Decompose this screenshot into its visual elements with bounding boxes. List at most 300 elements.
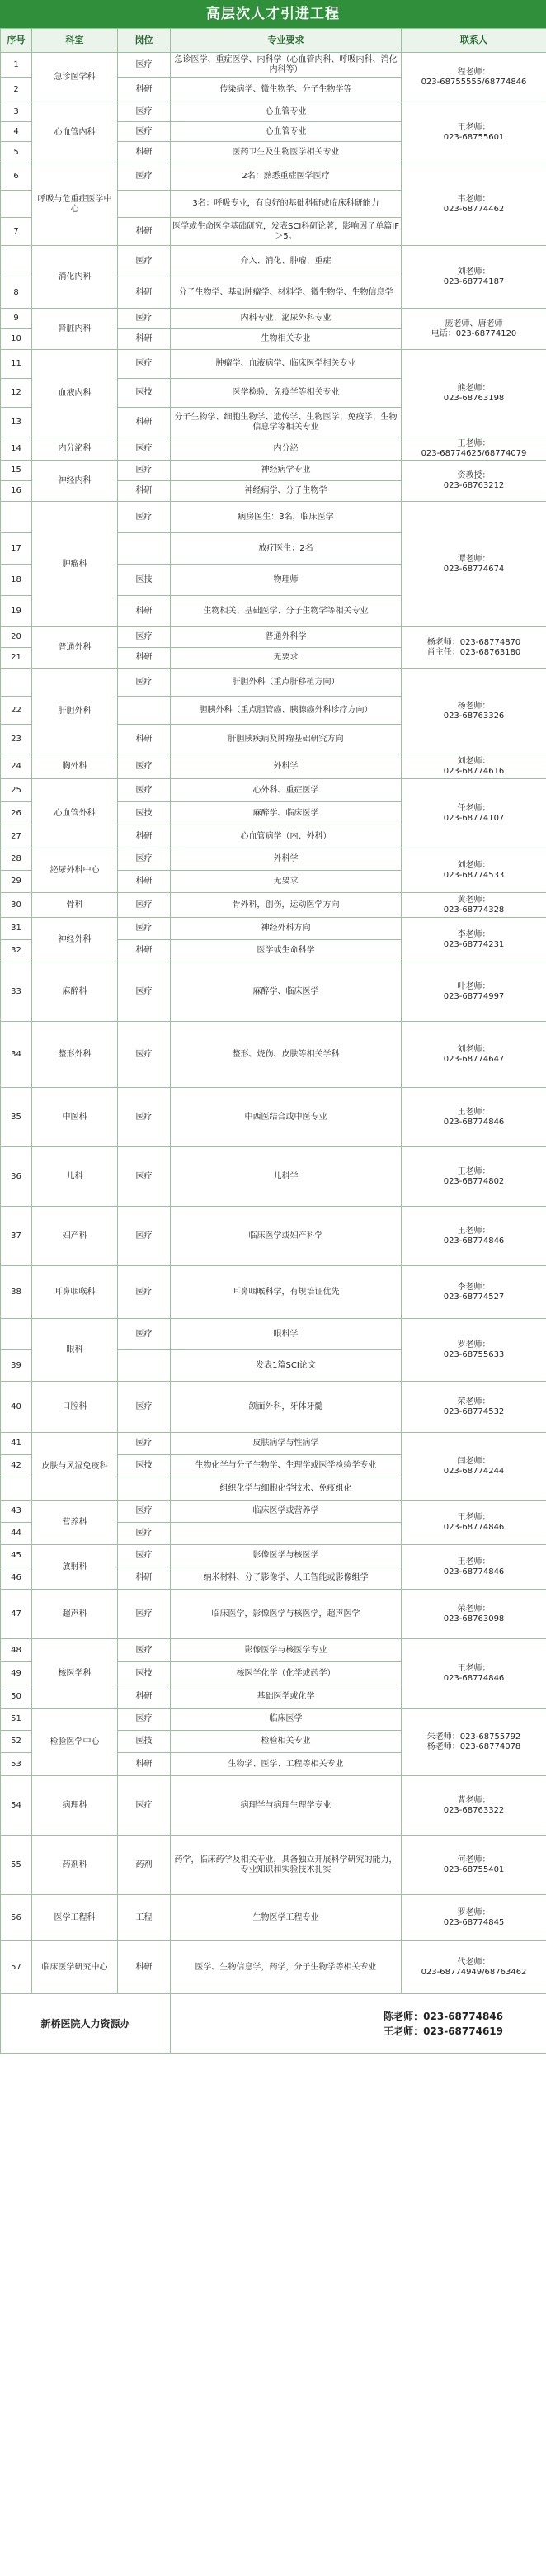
table-row	[1, 1319, 546, 1350]
row-number: 54	[1, 1776, 32, 1836]
contact-cell: 王老师： 023-68774846	[402, 1207, 546, 1266]
requirement-cell: 生物学、医学、工程等相关专业	[171, 1753, 402, 1776]
requirement-cell: 外科学	[171, 848, 402, 871]
position-cell: 医疗	[118, 1776, 171, 1836]
row-number	[1, 502, 32, 533]
row-number: 53	[1, 1753, 32, 1776]
department-cell: 血液内科	[32, 350, 118, 437]
position-cell: 医疗	[118, 779, 171, 802]
position-cell: 科研	[118, 78, 171, 102]
requirement-cell: 药学，临床药学及相关专业，具备独立开展科学研究的能力，专业知识和实验技术扎实	[171, 1836, 402, 1895]
position-cell: 科研	[118, 825, 171, 848]
requirement-cell: 生物相关、基础医学、分子生物学等相关专业	[171, 596, 402, 627]
requirement-cell: 急诊医学、重症医学、内科学（心血管内科、呼吸内科、消化内科等）	[171, 53, 402, 78]
table-row	[1, 1709, 546, 1731]
table-row	[1, 1895, 546, 1941]
requirement-cell	[171, 1523, 402, 1545]
department-cell: 呼吸与危重症医学中心	[32, 163, 118, 246]
row-number: 40	[1, 1382, 32, 1433]
requirement-cell: 内科专业、泌尿外科专业	[171, 309, 402, 329]
requirement-cell: 临床医学，影像医学与核医学，超声医学	[171, 1590, 402, 1639]
row-number: 13	[1, 408, 32, 437]
position-cell: 医疗	[118, 1266, 171, 1319]
row-number: 28	[1, 848, 32, 871]
header-position: 岗位	[118, 29, 171, 53]
position-cell: 医技	[118, 379, 171, 408]
department-cell: 内分泌科	[32, 437, 118, 461]
row-number: 24	[1, 754, 32, 779]
header-dept: 科室	[32, 29, 118, 53]
department-cell: 病理科	[32, 1776, 118, 1836]
position-cell: 医疗	[118, 1639, 171, 1662]
department-cell: 口腔科	[32, 1382, 118, 1433]
position-cell: 科研	[118, 277, 171, 309]
table-row	[1, 1776, 546, 1836]
row-number: 9	[1, 309, 32, 329]
department-cell: 核医学科	[32, 1639, 118, 1709]
row-number: 51	[1, 1709, 32, 1731]
header-no: 序号	[1, 29, 32, 53]
requirement-cell: 病理学与病理生理学专业	[171, 1776, 402, 1836]
department-cell: 神经外科	[32, 918, 118, 962]
position-cell	[118, 1350, 171, 1382]
department-cell: 神经内科	[32, 461, 118, 502]
row-number: 21	[1, 648, 32, 669]
row-number: 22	[1, 697, 32, 725]
row-number: 17	[1, 533, 32, 565]
table-row	[1, 246, 546, 277]
department-cell: 心血管内科	[32, 102, 118, 163]
row-number: 35	[1, 1088, 32, 1147]
requirement-cell: 影像医学与核医学	[171, 1545, 402, 1567]
requirement-cell: 检验相关专业	[171, 1731, 402, 1753]
department-cell: 超声科	[32, 1590, 118, 1639]
footer-org: 新桥医院人力资源办	[1, 1994, 171, 2054]
requirement-cell: 发表1篇SCI论文	[171, 1350, 402, 1382]
table-row	[1, 848, 546, 871]
position-cell: 医技	[118, 1662, 171, 1685]
table-row	[1, 350, 546, 379]
position-cell: 医疗	[118, 1382, 171, 1433]
position-cell: 医疗	[118, 163, 171, 191]
table-row	[1, 1088, 546, 1147]
talent-table	[0, 28, 546, 2054]
department-cell: 妇产科	[32, 1207, 118, 1266]
department-cell: 检验医学中心	[32, 1709, 118, 1776]
requirement-cell: 肝胆外科（重点肝移植方向）	[171, 669, 402, 697]
department-cell: 急诊医学科	[32, 53, 118, 102]
row-number: 42	[1, 1455, 32, 1477]
row-number	[1, 1477, 32, 1501]
position-cell: 科研	[118, 329, 171, 350]
row-number: 50	[1, 1685, 32, 1709]
footer-contacts	[171, 1994, 546, 2054]
row-number: 37	[1, 1207, 32, 1266]
table-row	[1, 962, 546, 1022]
contact-cell: 程老师： 023-68755555/68774846	[402, 53, 546, 102]
requirement-cell: 心血管病学（内、外科）	[171, 825, 402, 848]
department-cell: 营养科	[32, 1501, 118, 1545]
footer-contact-1: 陈老师：023-68774846	[384, 2010, 503, 2022]
contact-cell: 罗老师： 023-68755633	[402, 1319, 546, 1382]
contact-cell: 谭老师： 023-68774674	[402, 502, 546, 627]
row-number: 29	[1, 871, 32, 893]
requirement-cell: 肿瘤学、血液病学、临床医学相关专业	[171, 350, 402, 379]
requirement-cell: 中西医结合或中医专业	[171, 1088, 402, 1147]
contact-cell: 王老师： 023-68774625/68774079	[402, 437, 546, 461]
requirement-cell: 神经病学、分子生物学	[171, 481, 402, 502]
row-number: 19	[1, 596, 32, 627]
contact-cell: 代老师： 023-68774949/68763462	[402, 1941, 546, 1994]
position-cell: 医疗	[118, 627, 171, 648]
row-number: 32	[1, 940, 32, 962]
table-row	[1, 437, 546, 461]
row-number: 46	[1, 1567, 32, 1590]
table-row	[1, 918, 546, 940]
row-number: 43	[1, 1501, 32, 1523]
contact-cell: 朱老师：023-68755792 杨老师：023-68774078	[402, 1709, 546, 1776]
contact-cell: 闫老师： 023-68774244	[402, 1433, 546, 1501]
row-number: 25	[1, 779, 32, 802]
contact-cell: 杨老师：023-68774870 肖主任：023-68763180	[402, 627, 546, 669]
contact-cell: 罗老师： 023-68774845	[402, 1895, 546, 1941]
row-number	[1, 669, 32, 697]
contact-cell: 王老师： 023-68774846	[402, 1639, 546, 1709]
table-row	[1, 1433, 546, 1455]
requirement-cell: 临床医学或营养学	[171, 1501, 402, 1523]
position-cell: 医疗	[118, 754, 171, 779]
position-cell: 科研	[118, 1753, 171, 1776]
requirement-cell: 放疗医生：2名	[171, 533, 402, 565]
position-cell: 医疗	[118, 962, 171, 1022]
contact-cell: 刘老师： 023-68774187	[402, 246, 546, 309]
department-cell: 放射科	[32, 1545, 118, 1590]
requirement-cell: 医学、生物信息学，药学，分子生物学等相关专业	[171, 1941, 402, 1994]
position-cell: 医疗	[118, 502, 171, 533]
requirement-cell: 3名：呼吸专业，有良好的基础科研或临床科研能力	[171, 191, 402, 218]
position-cell: 科研	[118, 648, 171, 669]
table-row	[1, 163, 546, 191]
page-title: 高层次人才引进工程	[0, 0, 546, 28]
requirement-cell: 无要求	[171, 871, 402, 893]
row-number: 39	[1, 1350, 32, 1382]
position-cell: 科研	[118, 1567, 171, 1590]
contact-cell: 曹老师： 023-68763322	[402, 1776, 546, 1836]
table-row	[1, 1836, 546, 1895]
requirement-cell: 无要求	[171, 648, 402, 669]
table-row	[1, 893, 546, 918]
position-cell: 医疗	[118, 848, 171, 871]
position-cell: 科研	[118, 481, 171, 502]
contact-cell: 王老师： 023-68755601	[402, 102, 546, 163]
contact-cell: 王老师： 023-68774802	[402, 1147, 546, 1207]
row-number: 6	[1, 163, 32, 191]
requirement-cell: 基础医学或化学	[171, 1685, 402, 1709]
row-number: 20	[1, 627, 32, 648]
position-cell: 医疗	[118, 1022, 171, 1088]
position-cell: 科研	[118, 218, 171, 246]
row-number: 55	[1, 1836, 32, 1895]
table-row	[1, 309, 546, 329]
table-row	[1, 1501, 546, 1523]
position-cell: 科研	[118, 408, 171, 437]
table-row	[1, 669, 546, 697]
requirement-cell: 临床医学	[171, 1709, 402, 1731]
table-row	[1, 1147, 546, 1207]
requirement-cell: 外科学	[171, 754, 402, 779]
row-number: 5	[1, 142, 32, 163]
table-row	[1, 754, 546, 779]
requirement-cell: 儿科学	[171, 1147, 402, 1207]
contact-cell: 任老师： 023-68774107	[402, 779, 546, 848]
row-number: 15	[1, 461, 32, 481]
header-row	[1, 29, 546, 53]
position-cell: 医疗	[118, 1523, 171, 1545]
requirement-cell: 生物相关专业	[171, 329, 402, 350]
contact-cell: 王老师： 023-68774846	[402, 1545, 546, 1590]
requirement-cell: 2名：熟悉重症医学医疗	[171, 163, 402, 191]
department-cell: 儿科	[32, 1147, 118, 1207]
department-cell: 泌尿外科中心	[32, 848, 118, 893]
contact-cell: 叶老师： 023-68774997	[402, 962, 546, 1022]
position-cell: 医疗	[118, 1709, 171, 1731]
position-cell: 医疗	[118, 1501, 171, 1523]
position-cell	[118, 697, 171, 725]
requirement-cell: 麻醉学、临床医学	[171, 802, 402, 825]
contact-cell: 杨老师： 023-68763326	[402, 669, 546, 754]
contact-cell: 黄老师： 023-68774328	[402, 893, 546, 918]
requirement-cell: 普通外科学	[171, 627, 402, 648]
department-cell: 皮肤与风湿免疫科	[32, 1433, 118, 1501]
department-cell: 心血管外科	[32, 779, 118, 848]
requirement-cell: 心血管专业	[171, 102, 402, 122]
requirement-cell: 组织化学与细胞化学技术、免疫组化	[171, 1477, 402, 1501]
row-number: 10	[1, 329, 32, 350]
position-cell: 医疗	[118, 1207, 171, 1266]
table-row	[1, 1941, 546, 1994]
requirement-cell: 核医学化学（化学或药学）	[171, 1662, 402, 1685]
department-cell: 骨科	[32, 893, 118, 918]
requirement-cell: 医药卫生及生物医学相关专业	[171, 142, 402, 163]
row-number: 57	[1, 1941, 32, 1994]
contact-cell: 刘老师： 023-68774533	[402, 848, 546, 893]
department-cell: 药剂科	[32, 1836, 118, 1895]
position-cell: 医疗	[118, 437, 171, 461]
position-cell: 医技	[118, 802, 171, 825]
department-cell: 胸外科	[32, 754, 118, 779]
department-cell: 麻醉科	[32, 962, 118, 1022]
row-number: 45	[1, 1545, 32, 1567]
row-number: 38	[1, 1266, 32, 1319]
position-cell	[118, 533, 171, 565]
contact-cell: 韦老师： 023-68774462	[402, 163, 546, 246]
position-cell: 工程	[118, 1895, 171, 1941]
table-row	[1, 1639, 546, 1662]
position-cell: 医疗	[118, 102, 171, 122]
row-number	[1, 246, 32, 277]
row-number: 23	[1, 725, 32, 754]
position-cell: 医疗	[118, 309, 171, 329]
position-cell: 医疗	[118, 350, 171, 379]
requirement-cell: 耳鼻咽喉科学，有规培证优先	[171, 1266, 402, 1319]
department-cell: 普通外科	[32, 627, 118, 669]
header-contact: 联系人	[402, 29, 546, 53]
row-number: 33	[1, 962, 32, 1022]
requirement-cell: 纳米材料、分子影像学、人工智能或影像组学	[171, 1567, 402, 1590]
requirement-cell: 介入、消化、肿瘤、重症	[171, 246, 402, 277]
department-cell: 眼科	[32, 1319, 118, 1382]
requirement-cell: 神经病学专业	[171, 461, 402, 481]
table-row	[1, 1382, 546, 1433]
position-cell	[118, 191, 171, 218]
table-row	[1, 53, 546, 78]
department-cell: 肾脏内科	[32, 309, 118, 350]
row-number: 2	[1, 78, 32, 102]
requirement-cell: 眼科学	[171, 1319, 402, 1350]
row-number: 3	[1, 102, 32, 122]
requirement-cell: 骨外科，创伤，运动医学方向	[171, 893, 402, 918]
position-cell: 医疗	[118, 1319, 171, 1350]
requirement-cell: 分子生物学、基础肿瘤学、材料学、微生物学、生物信息学	[171, 277, 402, 309]
requirement-cell: 颌面外科，牙体牙髓	[171, 1382, 402, 1433]
position-cell: 科研	[118, 596, 171, 627]
row-number: 36	[1, 1147, 32, 1207]
requirement-cell: 皮肤病学与性病学	[171, 1433, 402, 1455]
requirement-cell: 医学或生命科学	[171, 940, 402, 962]
row-number: 44	[1, 1523, 32, 1545]
table-row	[1, 1266, 546, 1319]
requirement-cell: 神经外科方向	[171, 918, 402, 940]
footer-row	[1, 1994, 546, 2054]
row-number: 30	[1, 893, 32, 918]
position-cell: 科研	[118, 940, 171, 962]
table-row	[1, 502, 546, 533]
position-cell: 科研	[118, 871, 171, 893]
position-cell: 医疗	[118, 1590, 171, 1639]
contact-cell: 荣老师： 023-68774532	[402, 1382, 546, 1433]
requirement-cell: 物理师	[171, 565, 402, 596]
table-row	[1, 627, 546, 648]
position-cell	[118, 1477, 171, 1501]
department-cell: 肝胆外科	[32, 669, 118, 754]
footer-contact-2: 王老师：023-68774619	[384, 2025, 503, 2037]
requirement-cell: 胆胰外科（重点胆管癌、胰腺癌外科诊疗方向）	[171, 697, 402, 725]
contact-cell: 李老师： 023-68774231	[402, 918, 546, 962]
row-number: 56	[1, 1895, 32, 1941]
row-number: 11	[1, 350, 32, 379]
table-body	[1, 53, 546, 1994]
department-cell: 医学工程科	[32, 1895, 118, 1941]
position-cell: 医疗	[118, 246, 171, 277]
department-cell: 肿瘤科	[32, 502, 118, 627]
row-number: 16	[1, 481, 32, 502]
requirement-cell: 医学或生命医学基础研究，发表SCI科研论著，影响因子单篇IF＞5。	[171, 218, 402, 246]
row-number	[1, 191, 32, 218]
contact-cell: 资教授： 023-68763212	[402, 461, 546, 502]
department-cell: 消化内科	[32, 246, 118, 309]
requirement-cell: 内分泌	[171, 437, 402, 461]
requirement-cell: 整形、烧伤、皮肤等相关学科	[171, 1022, 402, 1088]
row-number: 31	[1, 918, 32, 940]
row-number: 12	[1, 379, 32, 408]
position-cell: 科研	[118, 725, 171, 754]
contact-cell: 刘老师： 023-68774616	[402, 754, 546, 779]
contact-cell: 荣老师： 023-68763098	[402, 1590, 546, 1639]
department-cell: 耳鼻咽喉科	[32, 1266, 118, 1319]
table-row	[1, 1022, 546, 1088]
contact-cell: 刘老师： 023-68774647	[402, 1022, 546, 1088]
table-row	[1, 102, 546, 122]
requirement-cell: 生物医学工程专业	[171, 1895, 402, 1941]
row-number	[1, 1319, 32, 1350]
row-number: 41	[1, 1433, 32, 1455]
contact-cell: 庞老师、唐老师 电话：023-68774120	[402, 309, 546, 350]
row-number: 48	[1, 1639, 32, 1662]
contact-cell: 王老师： 023-68774846	[402, 1088, 546, 1147]
position-cell: 药剂	[118, 1836, 171, 1895]
department-cell: 整形外科	[32, 1022, 118, 1088]
position-cell: 医技	[118, 1455, 171, 1477]
row-number: 47	[1, 1590, 32, 1639]
position-cell: 科研	[118, 1941, 171, 1994]
requirement-cell: 肝胆胰疾病及肿瘤基础研究方向	[171, 725, 402, 754]
position-cell: 医疗	[118, 461, 171, 481]
row-number: 4	[1, 122, 32, 142]
requirement-cell: 医学检验、免疫学等相关专业	[171, 379, 402, 408]
row-number: 8	[1, 277, 32, 309]
position-cell: 医疗	[118, 53, 171, 78]
header-requirement: 专业要求	[171, 29, 402, 53]
position-cell: 医疗	[118, 1088, 171, 1147]
position-cell: 科研	[118, 1685, 171, 1709]
position-cell: 医疗	[118, 1433, 171, 1455]
position-cell: 医疗	[118, 1545, 171, 1567]
position-cell: 医技	[118, 1731, 171, 1753]
requirement-cell: 影像医学与核医学专业	[171, 1639, 402, 1662]
contact-cell: 王老师： 023-68774846	[402, 1501, 546, 1545]
row-number: 27	[1, 825, 32, 848]
row-number: 52	[1, 1731, 32, 1753]
table-row	[1, 1207, 546, 1266]
table-row	[1, 461, 546, 481]
contact-cell: 熊老师： 023-68763198	[402, 350, 546, 437]
requirement-cell: 心血管专业	[171, 122, 402, 142]
requirement-cell: 分子生物学、细胞生物学、遗传学、生物医学、免疫学、生物信息学等相关专业	[171, 408, 402, 437]
requirement-cell: 传染病学、微生物学、分子生物学等	[171, 78, 402, 102]
requirement-cell: 麻醉学、临床医学	[171, 962, 402, 1022]
row-number: 49	[1, 1662, 32, 1685]
row-number: 26	[1, 802, 32, 825]
contact-cell: 何老师： 023-68755401	[402, 1836, 546, 1895]
table-row	[1, 1590, 546, 1639]
contact-cell: 李老师： 023-68774527	[402, 1266, 546, 1319]
position-cell: 医疗	[118, 1147, 171, 1207]
requirement-cell: 临床医学或妇产科学	[171, 1207, 402, 1266]
row-number: 18	[1, 565, 32, 596]
requirement-cell: 心外科、重症医学	[171, 779, 402, 802]
department-cell: 中医科	[32, 1088, 118, 1147]
position-cell: 医技	[118, 565, 171, 596]
position-cell: 医疗	[118, 669, 171, 697]
department-cell: 临床医学研究中心	[32, 1941, 118, 1994]
requirement-cell: 病房医生：3名，临床医学	[171, 502, 402, 533]
table-row	[1, 779, 546, 802]
position-cell: 医疗	[118, 122, 171, 142]
row-number: 34	[1, 1022, 32, 1088]
position-cell: 医疗	[118, 893, 171, 918]
row-number: 7	[1, 218, 32, 246]
table-row	[1, 1545, 546, 1567]
